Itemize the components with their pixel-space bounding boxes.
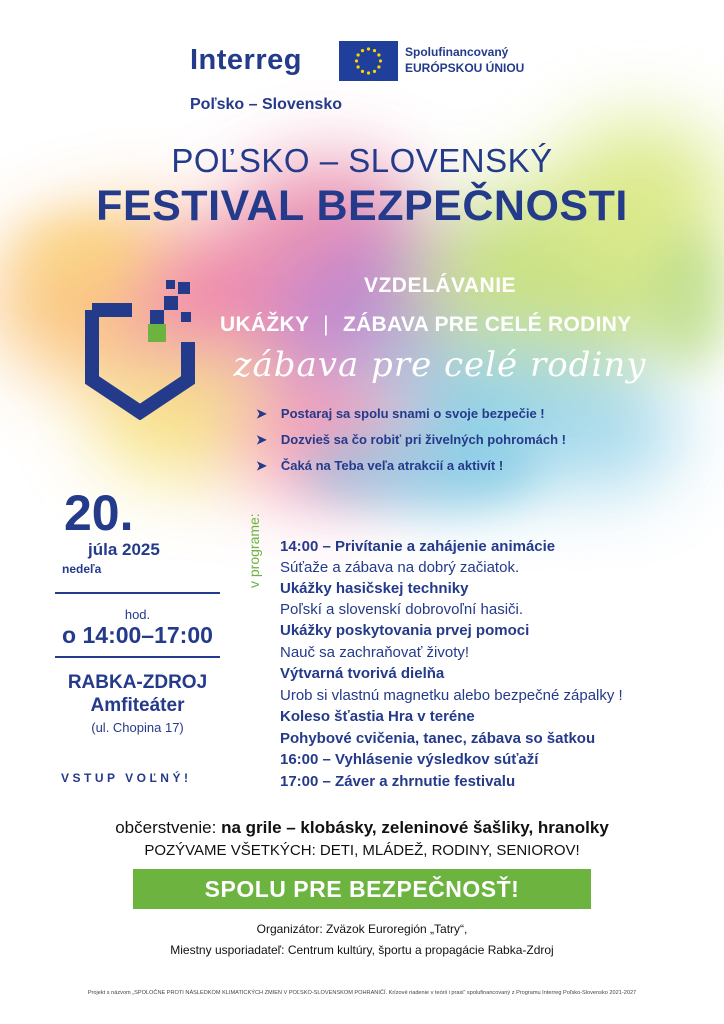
local-organizer-line: Miestny usporiadateľ: Centrum kultúry, športu a propagácie Rabka-Zdroj	[170, 943, 554, 957]
program-item: Pohybové cvičenia, tanec, zábava so šatkou	[280, 730, 596, 747]
program-item: Urob si vlastnú magnetku alebo bezpečné zápalky !	[280, 687, 623, 704]
free-entry: VSTUP VOĽNÝ!	[61, 771, 192, 785]
program-label: v programe:	[246, 513, 262, 588]
slogan-banner: SPOLU PRE BEZPEČNOSŤ!	[133, 869, 591, 909]
program-item: Výtvarná tvorivá dielňa	[280, 665, 445, 682]
tagline-demonstrations: UKÁŽKY	[220, 313, 309, 336]
program-item: Nauč sa zachraňovať životy!	[280, 644, 470, 661]
arrow-right-icon: ➤	[256, 458, 267, 473]
project-footnote: Projekt s názvom „SPOLOČNE PROTI NÁSLEDKOM KLIMATICKÝCH ZMIEN V POĽSKO-SLOVENSKOM POHRANIČÍ. Krízové riadenie v teórii i praxi“ spolufinancovaný z Programu Interreg Poľsko-Slovensko 2021-2027	[87, 990, 637, 996]
event-venue: Amfiteáter	[90, 695, 185, 716]
refreshments-prefix: občerstvenie:	[115, 818, 222, 837]
arrow-right-icon: ➤	[256, 406, 267, 421]
tagline-row2	[220, 313, 632, 337]
tagline-separator: |	[323, 313, 329, 336]
shield-logo-icon	[80, 272, 200, 420]
program-item: Poľskí a slovenskí dobrovoľní hasiči.	[280, 601, 524, 618]
bullet-item	[256, 432, 566, 448]
event-hod: hod.	[124, 607, 151, 622]
invite-line: POZÝVAME VŠETKÝCH: DETI, MLÁDEŽ, RODINY, SENIOROV!	[144, 842, 580, 859]
refreshments-items: na grile – klobásky, zeleninové šašliky, hranolky	[221, 818, 609, 837]
event-time: o 14:00–17:00	[62, 622, 213, 648]
arrow-right-icon: ➤	[256, 432, 267, 447]
title-line2: FESTIVAL BEZPEČNOSTI	[96, 182, 628, 230]
bullet-item	[256, 458, 503, 474]
divider	[55, 656, 220, 658]
tagline-education: VZDELÁVANIE	[363, 274, 517, 297]
bullet-item	[256, 406, 545, 422]
divider	[55, 592, 220, 594]
program-item: 14:00 – Privítanie a zahájenie animácie	[280, 538, 556, 555]
program-item: Ukážky poskytovania prvej pomoci	[280, 622, 530, 639]
tagline-script: zábava pre celé rodiny	[233, 345, 647, 385]
interreg-logo-text: Interreg	[190, 44, 302, 76]
tagline-family-fun: ZÁBAVA PRE CELÉ RODINY	[342, 313, 632, 336]
program-item: Ukážky hasičskej techniky	[280, 580, 469, 597]
bullet-text: Čaká na Teba veľa atrakcií a aktivít !	[280, 458, 504, 473]
bullet-text: Dozvieš sa čo robiť pri živelných pohromách !	[280, 432, 566, 447]
refreshments-line	[0, 818, 724, 838]
program-item: Súťaže a zábava na dobrý začiatok.	[280, 559, 520, 576]
bullet-text: Postaraj sa spolu snami o svoje bezpečie !	[280, 406, 545, 421]
eu-flag-icon	[339, 41, 398, 81]
eu-cofinanced-line2: EURÓPSKOU ÚNIOU	[405, 61, 525, 75]
event-day: 20.	[64, 485, 134, 541]
program-item: Koleso šťastia Hra v teréne	[280, 708, 475, 725]
program-item: 16:00 – Vyhlásenie výsledkov súťaží	[280, 751, 539, 768]
organizer-line: Organizátor: Zväzok Euroregión „Tatry“,	[256, 922, 468, 936]
event-weekday: nedeľa	[62, 562, 102, 576]
event-address: (ul. Chopina 17)	[91, 720, 184, 735]
title-line1: POĽSKO – SLOVENSKÝ	[171, 142, 553, 179]
event-month-year: júla 2025	[88, 540, 160, 559]
region-label: Poľsko – Slovensko	[190, 96, 342, 113]
eu-cofinanced-line1: Spolufinancovaný	[405, 45, 509, 59]
program-item: 17:00 – Záver a zhrnutie festivalu	[280, 773, 516, 790]
event-city: RABKA-ZDROJ	[67, 672, 208, 693]
